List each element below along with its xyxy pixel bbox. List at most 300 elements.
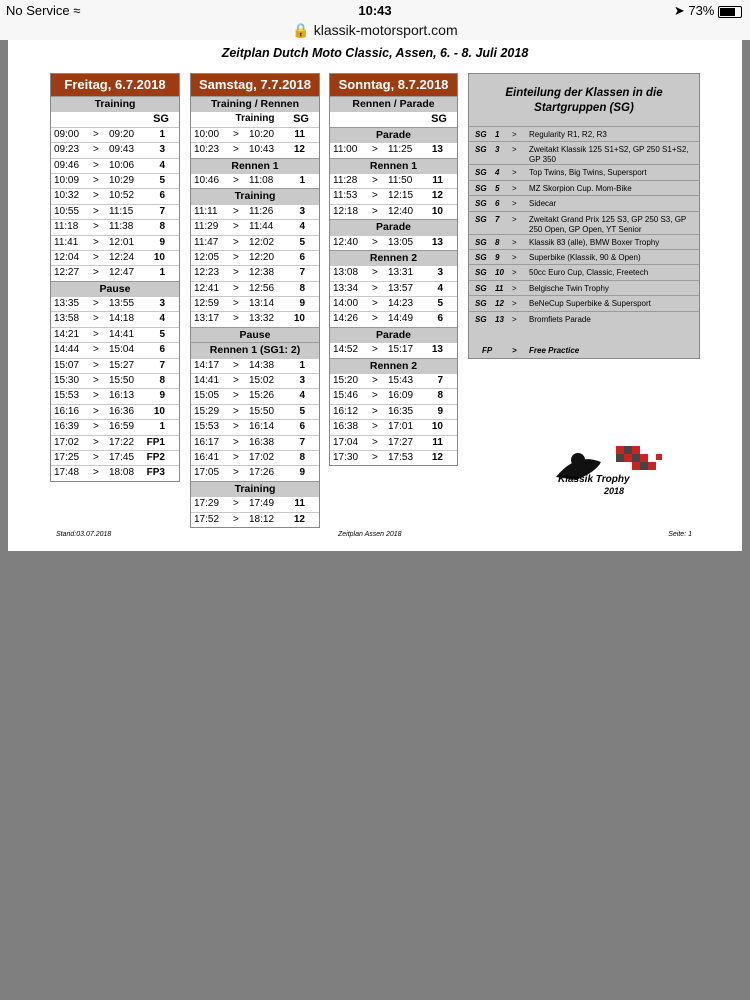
start-group: 6 [159,190,165,202]
arrow: > [512,283,517,293]
sg-key: SG [475,168,487,178]
start-time: 11:47 [194,236,219,248]
end-time: 16:13 [109,390,135,402]
start-time: 12:05 [194,251,220,263]
schedule-friday [50,73,180,482]
start-time: 12:40 [333,236,359,248]
start-time: 15:53 [194,421,220,433]
end-time: 13:14 [249,298,275,310]
subheader-row [191,111,319,126]
end-time: 11:44 [249,221,274,233]
end-time: 15:27 [109,359,135,371]
start-group: 8 [299,451,305,463]
schedule-row [330,204,457,219]
start-time: 11:28 [333,174,358,186]
arrow: > [372,190,378,202]
start-time: 09:00 [54,128,80,140]
start-time: 14:17 [194,359,220,371]
end-time: 12:20 [249,251,275,263]
arrow: > [372,390,378,402]
start-group: 8 [159,221,165,233]
end-time: 09:20 [109,128,135,140]
arrow: > [512,268,517,278]
start-group: 8 [299,282,305,294]
schedule-row [51,373,179,388]
start-time: 17:29 [194,498,220,510]
start-time: 12:27 [54,267,80,279]
end-time: 15:17 [388,344,414,356]
end-time: 15:50 [249,405,275,417]
start-group: 11 [432,174,443,186]
arrow: > [93,405,99,417]
arrow: > [93,298,99,310]
subheader-row [51,111,179,126]
end-time: 10:20 [249,128,275,140]
clock: 10:43 [358,3,392,18]
class-name: Sidecar [529,199,557,209]
start-group: 3 [159,298,165,310]
document-page [8,40,742,551]
arrow: > [372,298,378,310]
start-group: 7 [437,375,443,387]
end-time: 10:43 [249,144,275,156]
schedule-row [330,281,457,296]
arrow: > [93,267,99,279]
schedule-row [191,311,319,326]
schedule-row [330,265,457,280]
end-time: 14:49 [388,313,414,325]
end-time: 11:15 [109,205,134,217]
section-header: Rennen 1 [330,158,457,173]
arrow: > [93,159,99,171]
end-time: 17:49 [249,498,275,510]
end-time: 17:53 [388,451,414,463]
arrow: > [233,205,239,217]
sg-number: 8 [495,237,500,247]
legend-row [469,280,699,295]
start-time: 15:53 [54,390,80,402]
sg-number: 4 [495,168,500,178]
schedule-row [51,188,179,203]
legend-row [469,249,699,264]
arrow: > [233,436,239,448]
end-time: 10:29 [109,174,135,186]
start-group: 4 [299,390,305,402]
section-header: Training [191,188,319,203]
schedule-row [51,204,179,219]
class-legend [468,73,700,359]
start-group: 4 [437,282,443,294]
class-name: Zweitakt Klassik 125 S1+S2, GP 250 S1+S2, GP 350 [529,145,689,165]
sg-key: SG [475,145,487,155]
arrow: > [233,144,239,156]
end-time: 12:01 [109,236,135,248]
start-group: 7 [299,436,305,448]
start-group: 10 [431,205,443,217]
schedule-row [330,173,457,188]
class-name: Top Twins, Big Twins, Supersport [529,168,647,178]
start-time: 09:23 [54,144,80,156]
lock-icon: 🔒 [292,22,310,38]
day-header: Sonntag, 8.7.2018 [330,74,457,96]
end-time: 11:26 [249,205,274,217]
sg-number: 11 [495,283,504,293]
arrow: > [93,344,99,356]
start-group: 12 [431,451,443,463]
start-time: 17:04 [333,436,359,448]
class-name: Klassik 83 (alle), BMW Boxer Trophy [529,237,660,247]
sg-number: 5 [495,183,500,193]
start-time: 16:38 [333,421,359,433]
schedule-row [51,265,179,280]
section-header: Parade [330,219,457,234]
schedule-row [330,435,457,450]
arrow: > [372,205,378,217]
start-time: 15:20 [333,375,359,387]
start-time: 12:04 [54,251,80,263]
start-group: 1 [159,128,165,140]
end-time: 18:08 [109,467,135,479]
schedule-row [330,142,457,157]
start-group: 8 [437,390,443,402]
schedule-row [191,250,319,265]
subheader-row [330,111,457,126]
end-time: 15:26 [249,390,275,402]
arrow: > [372,267,378,279]
legend-title: Einteilung der Klassen in die Startgruppen (SG) [505,87,663,114]
start-group: 10 [293,313,305,325]
start-group: 10 [153,405,165,417]
start-time: 10:00 [194,128,220,140]
wifi-icon: ≈ [73,3,81,18]
end-time: 15:43 [388,375,414,387]
schedule-row [51,250,179,265]
arrow: > [93,436,99,448]
arrow: > [93,313,99,325]
section-header: Pause [51,281,179,296]
start-time: 14:41 [194,375,220,387]
end-time: 16:35 [388,405,414,417]
end-time: 09:43 [109,144,135,156]
end-time: 14:41 [109,328,135,340]
battery-area: ➤ 73% [674,3,742,19]
start-time: 12:41 [194,282,220,294]
start-group: FP3 [146,467,165,479]
arrow: > [233,267,239,279]
end-time: 12:24 [109,251,135,263]
arrow: > [93,251,99,263]
start-time: 17:48 [54,467,80,479]
start-group: 6 [299,421,305,433]
arrow: > [512,183,517,193]
schedule-row [191,388,319,403]
schedule-row [191,419,319,434]
start-time: 14:26 [333,313,359,325]
arrow: > [372,282,378,294]
arrow: > [93,328,99,340]
end-time: 12:40 [388,205,414,217]
end-time: 13:55 [109,298,135,310]
start-time: 10:46 [194,174,220,186]
schedule-row [191,281,319,296]
subheader-label: Training [235,113,275,125]
schedule-row [191,127,319,142]
footer-page: Seite: 1 [668,531,692,538]
arrow: > [512,346,517,355]
class-name: Superbike (Klassik, 90 & Open) [529,252,641,262]
start-group: 3 [437,267,443,279]
end-time: 17:01 [388,421,414,433]
schedule-row [191,358,319,373]
sg-column-header: SG [293,113,309,126]
status-bar [0,0,750,22]
arrow: > [512,214,517,224]
schedule-row [330,296,457,311]
class-name: Regularity R1, R2, R3 [529,130,607,139]
arrow: > [512,299,517,309]
sg-number: 13 [495,314,504,324]
start-group: 4 [159,313,165,325]
arrow: > [512,145,517,155]
start-group: 4 [159,159,165,171]
class-name: Zweitakt Grand Prix 125 S3, GP 250 S3, GP 250 Open, GP Open, YT Senior [529,214,687,234]
end-time: 13:31 [388,267,414,279]
start-group: 9 [159,236,165,248]
sg-number: 1 [495,130,500,139]
fp-key: FP [482,346,493,355]
start-time: 15:29 [194,405,220,417]
class-name: 50cc Euro Cup, Classic, Freetech [529,268,649,278]
arrow: > [93,359,99,371]
end-time: 15:02 [249,375,275,387]
section-header: Rennen 1 [191,158,319,173]
schedule-row [51,158,179,173]
section-header: Pause [191,327,319,342]
schedule-row [51,327,179,342]
url-text: klassik-motorsport.com [313,22,458,38]
schedule-row [330,342,457,357]
legend-row [469,311,699,326]
sg-number: 6 [495,199,500,209]
end-time: 11:50 [388,174,413,186]
arrow: > [233,390,239,402]
start-time: 13:58 [54,313,80,325]
end-time: 17:22 [109,436,135,448]
arrow: > [233,451,239,463]
sg-key: SG [475,268,487,278]
arrow: > [233,128,239,140]
arrow: > [233,498,239,510]
end-time: 16:09 [388,390,414,402]
arrow: > [372,144,378,156]
schedule-row [330,388,457,403]
start-group: 1 [159,267,165,279]
schedule-row [51,127,179,142]
end-time: 11:25 [388,144,413,156]
location-icon: ➤ [673,3,685,18]
start-time: 16:16 [54,405,80,417]
schedule-row [191,173,319,188]
carrier-label: No Service ≈ [6,3,81,18]
section-header: Training [51,96,179,111]
schedule-sunday [329,73,458,466]
end-time: 17:26 [249,467,275,479]
start-time: 10:32 [54,190,80,202]
sg-key: SG [475,299,487,309]
arrow: > [93,128,99,140]
start-time: 13:35 [54,298,80,310]
arrow: > [233,467,239,479]
schedule-row [191,142,319,157]
start-group: 10 [153,251,165,263]
day-header: Freitag, 6.7.2018 [51,74,179,96]
schedule-row [330,450,457,465]
end-time: 10:52 [109,190,135,202]
schedule-row [51,296,179,311]
sg-column-header: SG [153,113,169,126]
schedule-row [330,373,457,388]
start-group: 6 [299,251,305,263]
start-group: FP2 [146,451,165,463]
start-time: 16:12 [333,405,359,417]
class-name: Belgische Twin Trophy [529,283,609,293]
arrow: > [93,421,99,433]
start-time: 15:05 [194,390,220,402]
start-group: 1 [159,421,165,433]
arrow: > [372,451,378,463]
schedule-row [51,450,179,465]
start-time: 15:07 [54,359,80,371]
class-name: Bromfiets Parade [529,314,591,324]
arrow: > [512,252,517,262]
section-header: Training [191,481,319,496]
end-time: 12:38 [249,267,275,279]
start-time: 10:23 [194,144,220,156]
end-time: 17:45 [109,451,135,463]
sg-key: SG [475,183,487,193]
arrow: > [93,221,99,233]
arrow: > [93,390,99,402]
sg-number: 7 [495,214,500,224]
arrow: > [233,313,239,325]
start-time: 10:55 [54,205,80,217]
start-time: 17:25 [54,451,80,463]
schedule-row [51,342,179,357]
start-time: 16:41 [194,451,220,463]
arrow: > [372,421,378,433]
arrow: > [233,251,239,263]
address-bar[interactable] [0,22,750,40]
schedule-row [51,435,179,450]
sg-key: SG [475,237,487,247]
sg-number: 3 [495,145,500,155]
schedule-row [51,419,179,434]
end-time: 16:14 [249,421,275,433]
schedule-row [191,265,319,280]
start-time: 13:34 [333,282,359,294]
schedule-saturday [190,73,320,528]
start-group: 12 [293,144,305,156]
end-time: 14:23 [388,298,414,310]
end-time: 16:38 [249,436,275,448]
arrow: > [233,221,239,233]
start-group: 1 [299,174,305,186]
end-time: 12:15 [388,190,414,202]
page-title: Zeitplan Dutch Moto Classic, Assen, 6. - 8. Juli 2018 [221,46,529,60]
sg-number: 12 [495,299,504,309]
end-time: 17:02 [249,451,275,463]
section-header: Parade [330,127,457,142]
arrow: > [372,174,378,186]
sg-key: SG [475,314,487,324]
fp-text: Free Practice [529,346,580,355]
start-time: 14:44 [54,344,80,356]
day-header: Samstag, 7.7.2018 [191,74,319,96]
legend-row [469,126,699,141]
schedule-row [51,311,179,326]
start-time: 14:21 [54,328,80,340]
sg-number: 9 [495,252,500,262]
end-time: 13:57 [388,282,414,294]
arrow: > [233,513,239,525]
battery-icon [718,6,742,18]
schedule-row [191,450,319,465]
schedule-row [191,204,319,219]
arrow: > [233,375,239,387]
arrow: > [512,199,517,209]
start-time: 14:52 [333,344,359,356]
footer-title: Zeitplan Assen 2018 [338,531,402,538]
start-time: 12:23 [194,267,220,279]
start-group: 8 [159,375,165,387]
start-group: 7 [159,205,165,217]
start-time: 15:30 [54,375,80,387]
start-time: 12:59 [194,298,220,310]
start-group: FP1 [146,436,165,448]
start-time: 09:46 [54,159,80,171]
legend-row [469,234,699,249]
start-time: 11:29 [194,221,219,233]
start-group: 5 [159,328,165,340]
legend-row [469,295,699,310]
sg-column-header: SG [431,113,447,126]
start-time: 16:17 [194,436,220,448]
schedule-row [51,358,179,373]
schedule-row [191,465,319,480]
arrow: > [233,174,239,186]
start-group: 10 [431,421,443,433]
end-time: 10:06 [109,159,135,171]
arrow: > [233,298,239,310]
start-group: 5 [437,298,443,310]
schedule-row [191,512,319,527]
start-time: 10:09 [54,174,80,186]
start-group: 3 [159,144,165,156]
start-group: 5 [159,174,165,186]
schedule-row [191,496,319,511]
start-time: 13:08 [333,267,359,279]
end-time: 16:36 [109,405,135,417]
schedule-row [191,435,319,450]
end-time: 14:18 [109,313,135,325]
footer-date: Stand:03.07.2018 [56,531,112,538]
legend-row [469,164,699,179]
start-time: 11:41 [54,236,79,248]
end-time: 11:38 [109,221,134,233]
start-group: 12 [431,190,443,202]
arrow: > [372,405,378,417]
arrow: > [233,282,239,294]
